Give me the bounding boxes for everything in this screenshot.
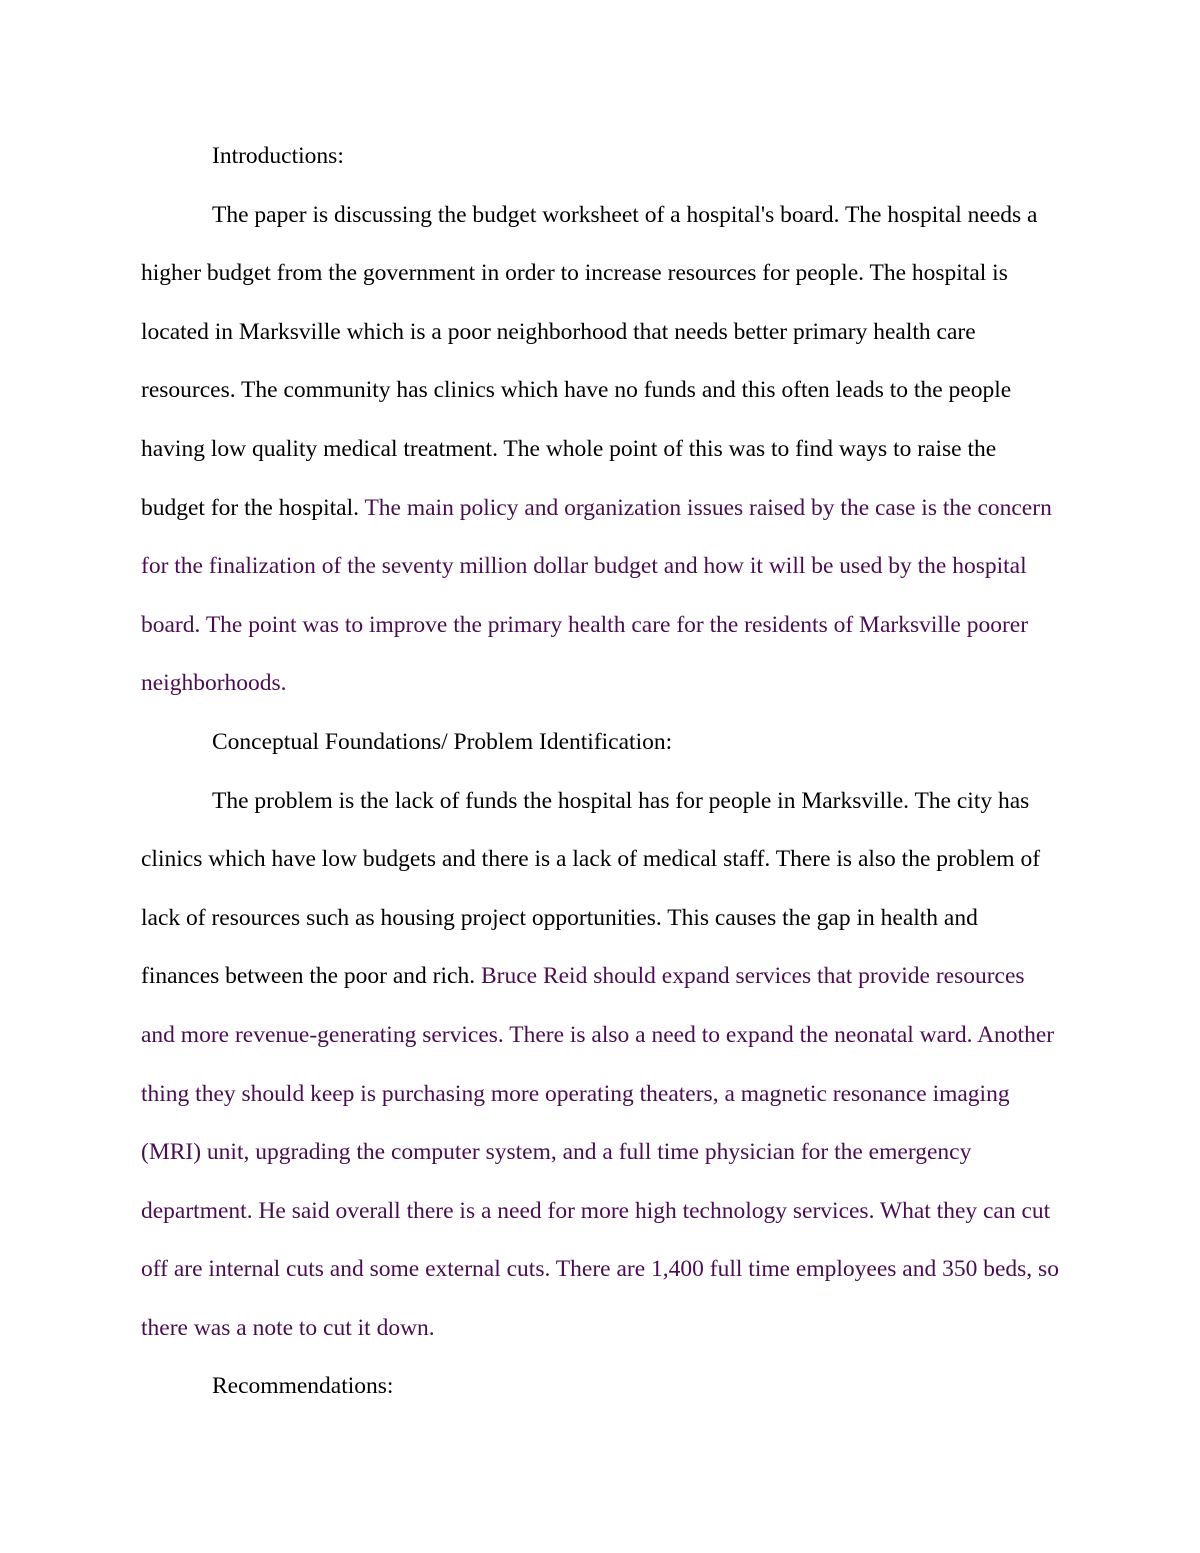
concept-paragraph <box>141 772 1061 1358</box>
concept-paragraph-text: The problem is the lack of funds the hospital has for people in Marksville. The city has clinics which have low budgets and there is a lack of medical staff. There is also the problem of lack of resources such as housing project opportunities. This causes the gap in health and finances between the poor and rich. <box>141 787 1041 990</box>
intro-paragraph-highlight: The main policy and organization issues raised by the case is the concern for the finalization of the seventy million dollar budget and how it will be used by the hospital board. The point was to improve the primary health care for the residents of Marksville poorer neighborhoods. <box>141 494 1052 697</box>
concept-paragraph-highlight: Bruce Reid should expand services that provide resources and more revenue-generating services. There is also a need to expand the neonatal ward. Another thing they should keep is purchasing more operating theaters, a magnetic resonance imaging (MRI) unit, upgrading the computer system, and a full time physician for the emergency department. He said overall there is a need for more high technology services. What they can cut off are internal cuts and some external cuts. There are 1,400 full time employees and 350 beds, so there was a note to cut it down. <box>141 963 1059 1341</box>
intro-paragraph <box>141 186 1061 713</box>
document-body <box>141 127 1061 1416</box>
recommendations-heading: Recommendations: <box>212 1373 394 1400</box>
intro-paragraph-text: The paper is discussing the budget worksheet of a hospital's board. The hospital needs a higher budget from the government in order to increase resources for people. The hospital is located in Marksville which is a poor neighborhood that needs better primary health care resources. The community has clinics which have no funds and this often leads to the people having low quality medical treatment. The whole point of this was to find ways to raise the budget for the hospital. <box>141 201 1038 521</box>
concept-heading: Conceptual Foundations/ Problem Identification: <box>212 728 673 755</box>
intro-heading: Introductions: <box>212 143 344 169</box>
